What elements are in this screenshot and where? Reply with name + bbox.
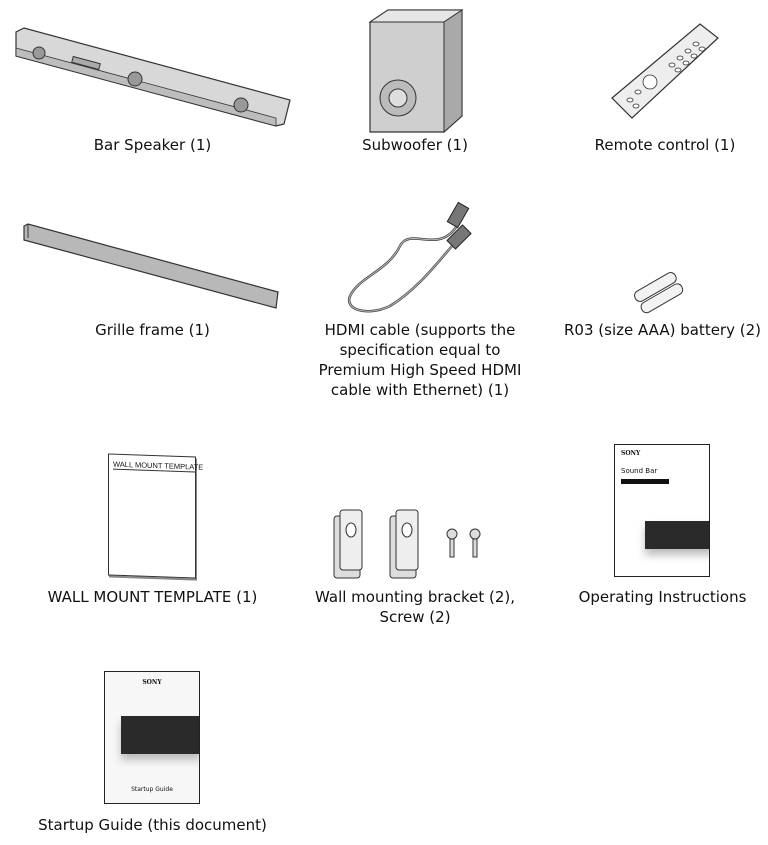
template-title: WALL MOUNT TEMPLATE bbox=[113, 459, 204, 472]
hdmi-cable-illustration bbox=[340, 196, 490, 318]
battery-illustration bbox=[630, 276, 692, 310]
oi-brand: SONY bbox=[621, 450, 641, 457]
caption-subwoofer: Subwoofer (1) bbox=[362, 136, 468, 154]
caption-startup-guide: Startup Guide (this document) bbox=[38, 816, 267, 834]
caption-grille-frame: Grille frame (1) bbox=[95, 321, 210, 339]
oi-title: Sound Bar bbox=[621, 467, 658, 475]
startup-guide-illustration bbox=[104, 671, 200, 804]
caption-bar-speaker: Bar Speaker (1) bbox=[93, 136, 212, 154]
caption-battery: R03 (size AAA) battery (2) bbox=[564, 321, 761, 339]
caption-wall-mount-template: WALL MOUNT TEMPLATE (1) bbox=[47, 588, 258, 606]
caption-remote-control: Remote control (1) bbox=[594, 136, 736, 154]
wall-mount-template-illustration bbox=[108, 453, 204, 578]
grille-frame-illustration bbox=[22, 224, 282, 310]
sg-title: Startup Guide bbox=[131, 786, 173, 793]
sg-brand: SONY bbox=[142, 679, 162, 686]
subwoofer-illustration bbox=[366, 8, 466, 136]
wall-bracket-illustration bbox=[330, 510, 500, 580]
caption-operating-instructions: Operating Instructions bbox=[578, 588, 747, 606]
caption-wall-bracket: Wall mounting bracket (2), Screw (2) bbox=[315, 588, 515, 626]
remote-control-illustration bbox=[612, 20, 722, 120]
operating-instructions-illustration bbox=[614, 444, 710, 577]
bar-speaker-illustration bbox=[12, 28, 292, 128]
caption-hdmi-cable: HDMI cable (supports the specification equal to Premium High Speed HDMI cable with Ethernet) (1) bbox=[318, 321, 522, 399]
